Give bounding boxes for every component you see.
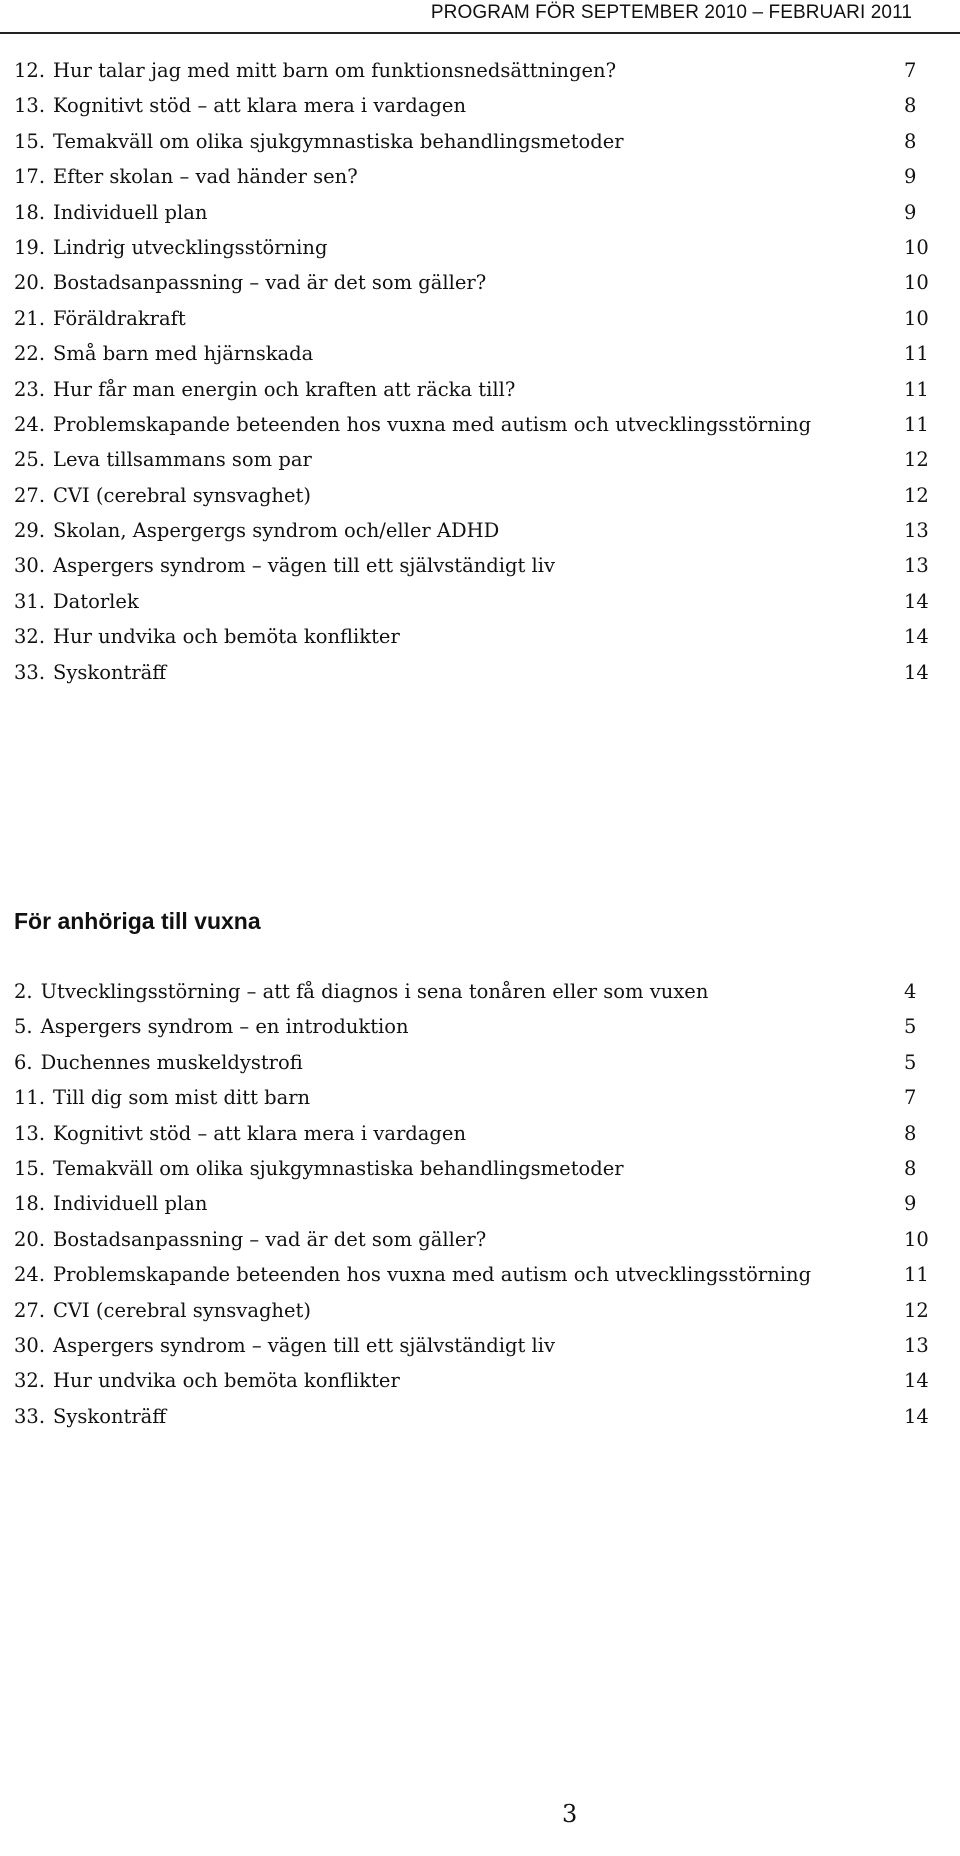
toc-entry-page: 4 xyxy=(904,980,917,1003)
toc-entry xyxy=(14,1045,934,1080)
toc-entry-title: Hur undvika och bemöta konflikter xyxy=(53,1369,400,1393)
section-heading-adults: För anhöriga till vuxna xyxy=(14,908,261,934)
toc-entry-number: 15. xyxy=(14,1156,46,1180)
toc-entry xyxy=(14,1080,934,1115)
toc-entry-number: 30. xyxy=(14,1333,46,1357)
toc-entry-title: Aspergers syndrom – en introduktion xyxy=(40,1015,409,1039)
toc-entry-title: Bostadsanpassning – vad är det som gäller? xyxy=(53,1227,487,1251)
toc-entry-title: Datorlek xyxy=(53,589,139,613)
toc-entry-title: Problemskapande beteenden hos vuxna med autism och utvecklingsstörning xyxy=(53,412,812,436)
toc-entry xyxy=(14,372,934,407)
toc-list-children xyxy=(14,53,934,690)
toc-entry-page: 14 xyxy=(904,589,929,613)
toc-entry-number: 2. xyxy=(14,980,33,1003)
toc-entry-title: Små barn med hjärnskada xyxy=(53,342,314,366)
toc-entry xyxy=(14,195,934,230)
page-number: 3 xyxy=(562,1800,578,1828)
toc-entry-page: 12 xyxy=(904,1298,929,1322)
toc-entry xyxy=(14,974,934,1009)
toc-entry-page: 7 xyxy=(904,59,917,82)
toc-entry-number: 5. xyxy=(14,1015,33,1039)
toc-entry xyxy=(14,1151,934,1186)
toc-entry-page: 13 xyxy=(904,554,929,578)
toc-entry-title: Aspergers syndrom – vägen till ett självständigt liv xyxy=(53,554,556,578)
toc-entry-number: 31. xyxy=(14,589,46,613)
toc-entry-number: 24. xyxy=(14,1263,46,1287)
toc-entry xyxy=(14,1328,934,1363)
toc-entry-title: Hur undvika och bemöta konflikter xyxy=(53,625,400,649)
toc-entry-number: 23. xyxy=(14,377,46,401)
toc-entry-number: 11. xyxy=(14,1086,46,1110)
toc-entry-page: 14 xyxy=(904,1369,929,1393)
toc-entry-title: Leva tillsammans som par xyxy=(53,448,312,472)
toc-entry-page: 8 xyxy=(904,1156,917,1180)
toc-entry xyxy=(14,1399,934,1434)
toc-entry xyxy=(14,407,934,442)
toc-entry xyxy=(14,1257,934,1292)
toc-entry xyxy=(14,655,934,690)
toc-entry-number: 20. xyxy=(14,271,46,295)
toc-entry-number: 15. xyxy=(14,129,46,153)
toc-entry-number: 13. xyxy=(14,1121,46,1145)
toc-entry-page: 10 xyxy=(904,1227,929,1251)
toc-entry-page: 8 xyxy=(904,129,917,153)
toc-entry-number: 24. xyxy=(14,412,46,436)
toc-entry-number: 21. xyxy=(14,306,46,330)
toc-entry-title: Hur talar jag med mitt barn om funktionsnedsättningen? xyxy=(53,59,617,82)
toc-entry-number: 32. xyxy=(14,625,46,649)
toc-list-adults xyxy=(14,974,934,1434)
toc-entry-title: Skolan, Aspergergs syndrom och/eller ADHD xyxy=(53,519,500,543)
toc-entry-page: 8 xyxy=(904,1121,917,1145)
toc-entry-page: 11 xyxy=(904,377,929,401)
toc-entry xyxy=(14,230,934,265)
toc-entry-title: Aspergers syndrom – vägen till ett självständigt liv xyxy=(53,1333,556,1357)
toc-entry xyxy=(14,584,934,619)
toc-entry-page: 13 xyxy=(904,1333,929,1357)
toc-entry-title: Utvecklingsstörning – att få diagnos i sena tonåren eller som vuxen xyxy=(40,980,709,1003)
toc-entry-page: 14 xyxy=(904,625,929,649)
toc-entry-number: 33. xyxy=(14,660,46,684)
toc-entry-page: 12 xyxy=(904,483,929,507)
toc-entry-title: Syskonträff xyxy=(53,660,167,684)
toc-entry-number: 27. xyxy=(14,483,46,507)
toc-entry-page: 8 xyxy=(904,94,917,118)
toc-entry xyxy=(14,442,934,477)
toc-entry xyxy=(14,1009,934,1044)
toc-entry-title: Kognitivt stöd – att klara mera i vardagen xyxy=(53,1121,467,1145)
toc-entry xyxy=(14,265,934,300)
toc-entry-page: 7 xyxy=(904,1086,917,1110)
toc-entry-number: 18. xyxy=(14,1192,46,1216)
page-header-title: PROGRAM FÖR SEPTEMBER 2010 – FEBRUARI 2011 xyxy=(430,2,912,23)
toc-entry-number: 29. xyxy=(14,519,46,543)
toc-entry-title: Duchennes muskeldystrofi xyxy=(40,1050,303,1074)
toc-entry-page: 9 xyxy=(904,1192,917,1216)
toc-entry-number: 6. xyxy=(14,1050,33,1074)
toc-entry xyxy=(14,1293,934,1328)
toc-entry-page: 14 xyxy=(904,1404,929,1428)
toc-entry-page: 10 xyxy=(904,235,929,259)
toc-entry-title: Bostadsanpassning – vad är det som gäller? xyxy=(53,271,487,295)
toc-entry-title: Individuell plan xyxy=(53,200,208,224)
toc-entry-number: 32. xyxy=(14,1369,46,1393)
toc-entry xyxy=(14,1222,934,1257)
toc-entry xyxy=(14,1363,934,1398)
toc-entry-title: CVI (cerebral synsvaghet) xyxy=(53,1298,311,1322)
toc-entry xyxy=(14,548,934,583)
toc-entry-number: 22. xyxy=(14,342,46,366)
toc-entry-title: Temakväll om olika sjukgymnastiska behandlingsmetoder xyxy=(53,129,624,153)
toc-entry-number: 17. xyxy=(14,165,46,189)
toc-entry-title: Individuell plan xyxy=(53,1192,208,1216)
toc-entry-page: 9 xyxy=(904,200,917,224)
toc-entry-page: 5 xyxy=(904,1015,917,1039)
toc-entry-title: Efter skolan – vad händer sen? xyxy=(53,165,358,189)
toc-entry-number: 27. xyxy=(14,1298,46,1322)
toc-entry xyxy=(14,159,934,194)
toc-entry xyxy=(14,336,934,371)
toc-entry-title: CVI (cerebral synsvaghet) xyxy=(53,483,311,507)
toc-entry xyxy=(14,53,934,88)
toc-entry-number: 13. xyxy=(14,94,46,118)
toc-entry xyxy=(14,88,934,123)
toc-entry-title: Problemskapande beteenden hos vuxna med autism och utvecklingsstörning xyxy=(53,1263,812,1287)
toc-entry xyxy=(14,1186,934,1221)
toc-entry-page: 11 xyxy=(904,412,929,436)
toc-entry-title: Lindrig utvecklingsstörning xyxy=(53,235,328,259)
toc-entry xyxy=(14,513,934,548)
toc-entry-page: 12 xyxy=(904,448,929,472)
toc-entry-page: 11 xyxy=(904,342,929,366)
toc-entry-number: 19. xyxy=(14,235,46,259)
toc-entry-page: 13 xyxy=(904,519,929,543)
toc-entry-title: Temakväll om olika sjukgymnastiska behandlingsmetoder xyxy=(53,1156,624,1180)
toc-entry xyxy=(14,1116,934,1151)
toc-entry xyxy=(14,301,934,336)
toc-entry-number: 30. xyxy=(14,554,46,578)
toc-entry xyxy=(14,478,934,513)
toc-entry-number: 33. xyxy=(14,1404,46,1428)
toc-entry xyxy=(14,619,934,654)
toc-entry-page: 10 xyxy=(904,306,929,330)
toc-entry-page: 10 xyxy=(904,271,929,295)
toc-entry-title: Till dig som mist ditt barn xyxy=(53,1086,311,1110)
toc-entry-number: 20. xyxy=(14,1227,46,1251)
toc-entry-title: Hur får man energin och kraften att räcka till? xyxy=(53,377,516,401)
toc-entry-page: 9 xyxy=(904,165,917,189)
toc-entry-title: Föräldrakraft xyxy=(53,306,186,330)
toc-entry-number: 12. xyxy=(14,59,46,82)
header-divider xyxy=(0,32,960,34)
toc-entry-number: 18. xyxy=(14,200,46,224)
toc-entry-page: 5 xyxy=(904,1050,917,1074)
toc-entry-title: Kognitivt stöd – att klara mera i vardagen xyxy=(53,94,467,118)
toc-entry-number: 25. xyxy=(14,448,46,472)
toc-entry-title: Syskonträff xyxy=(53,1404,167,1428)
toc-entry xyxy=(14,124,934,159)
toc-entry-page: 11 xyxy=(904,1263,929,1287)
toc-entry-page: 14 xyxy=(904,660,929,684)
